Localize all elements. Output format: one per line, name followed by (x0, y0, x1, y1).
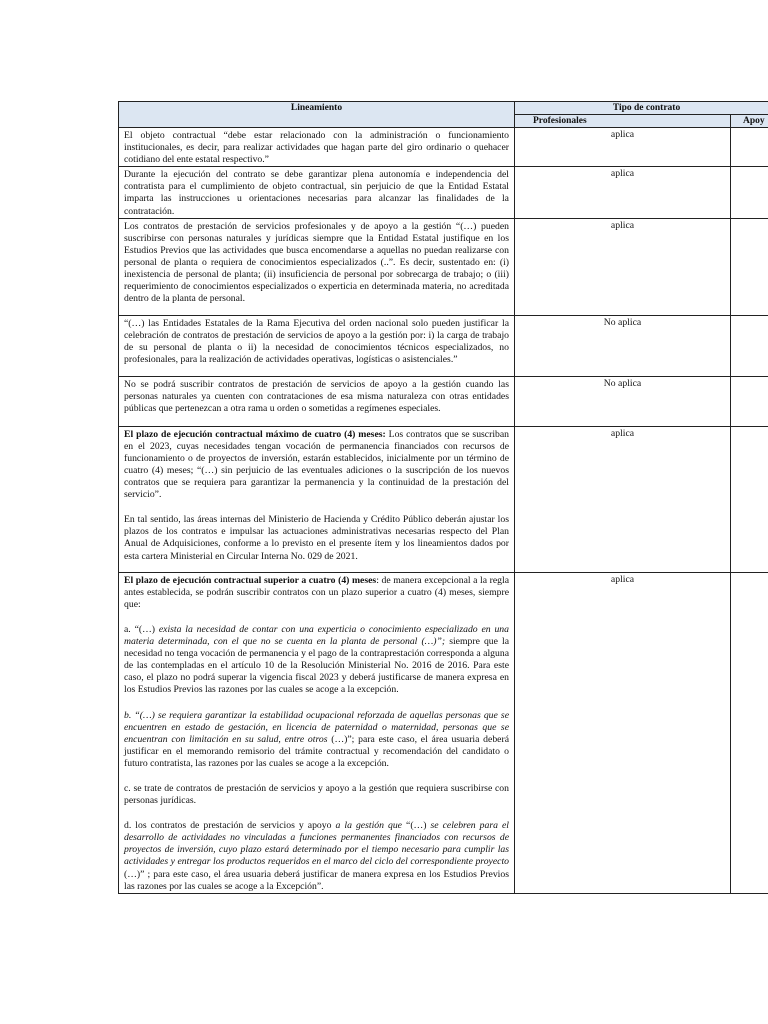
lineamiento-cell (119, 315, 515, 376)
lineamiento-cell (119, 572, 515, 893)
table-row (119, 376, 768, 426)
table-row (119, 315, 768, 376)
lineamiento-text: “(…) las Entidades Estatales de la Rama Ejecutiva del orden nacional solo pueden justificar la celebración de contratos de prestación de servicios de apoyo a la gestión por: i) la carga de trabajo de su personal de planta o ii) la necesidad de conocimientos técnicos especializados, no profesionales, para la realización de actividades operativas, logísticas o asistenciales.” (124, 317, 509, 365)
lineamiento-text: El objeto contractual “debe estar relacionado con la administración o funcionamiento institucionales, es decir, para realizar actividades que hagan parte del giro ordinario o quehacer cotidiano del ente estatal respectivo.” (124, 130, 509, 166)
lineamiento-cell (119, 376, 515, 426)
profesionales-cell: aplica (515, 572, 731, 893)
item-b-italic: b. “(…) se requiera garantizar la estabilidad ocupacional reforzada de aquellas personas que se encuentren en estado de gestación, en licencia de paternidad o maternidad, personas que se encuentran con limitación en su salud, entre otros (124, 709, 509, 745)
profesionales-cell: aplica (515, 167, 731, 218)
item-b-text: (…)”; para este caso, el área usuaria deberá justificar en el memorando remisorio del trámite contractual y recomendación del candidato o futuro contratista, las razones por las cuales se acoge a la excepción. (124, 733, 509, 769)
profesionales-cell: No aplica (515, 315, 731, 376)
profesionales-cell: aplica (515, 128, 731, 167)
lineamientos-table (118, 101, 768, 894)
apoyo-cell (731, 218, 768, 315)
lineamientos-table-container (118, 101, 768, 894)
profesionales-cell: aplica (515, 426, 731, 572)
item-a-text: siempre que la necesidad no tenga vocación de permanencia y el pago de la contraprestación corresponda a alguna de las contempladas en el artículo 10 de la Resolución Ministerial No. 2016 de 2016. Para este caso, el plazo no podrá superar la vigencia fiscal 2023 y deberá justificarse de manera expresa en los Estudios Previos las razones por las cuales se acoge a la excepción. (124, 636, 509, 696)
apoyo-cell (731, 572, 768, 893)
apoyo-cell (731, 315, 768, 376)
profesionales-cell: aplica (515, 218, 731, 315)
apoyo-cell (731, 167, 768, 218)
lineamiento-text: Los contratos que se suscriban en el 2023, cuyas necesidades tengan vocación de permanencia financiados con recursos de funcionamiento o de proyectos de inversión, estarán establecidos, inicialmente por un término de cuatro (4) meses; “(…) sin perjuicio de las eventuales adiciones o la suscripción de los nuevos contratos que se requiera para garantizar la permanencia y la continuidad de la prestación del servicio”. (124, 428, 510, 501)
profesionales-cell: No aplica (515, 376, 731, 426)
header-apoyo: Apoy (731, 115, 768, 128)
lineamiento-cell (119, 218, 515, 315)
item-d-italic-1: a la gestión que (335, 820, 402, 832)
lineamiento-text: Los contratos de prestación de servicios profesionales y de apoyo a la gestión “(…) pueden suscribirse con personas naturales y jurídicas siempre que la Entidad Estatal justifique en los Estudios Previos que las actividades que busca encomendarse a aquellas no puedan realizarse con personal de planta o requiera de conocimientos especializados (..”. Es decir, sustentado en: (i) inexistencia de personal de planta; (ii) insuficiencia de personal por sobrecarga de trabajo; o (iii) requerimiento de conocimientos especializados o experticia en determinada materia, no acreditada dentro de la planta de personal. (124, 220, 509, 305)
item-d-italic-2: se celebren para el desarrollo de actividades no vinculadas a funciones permanentes financiados con recursos de proyectos de inversión, cuyo plazo estará determinado por el tiempo necesario para cumplir las actividades y entregar los productos requeridos en el marco del ciclo del correspondiente proyecto (124, 820, 509, 868)
item-c: c. se trate de contratos de prestación de servicios y apoyo a la gestión que requiera suscribirse con personas jurídicas. (124, 782, 509, 807)
table-row (119, 218, 768, 315)
table-row (119, 426, 768, 572)
header-tipo-contrato: Tipo de contrato (515, 102, 768, 115)
lineamiento-paragraph (124, 429, 509, 502)
item-d (124, 820, 509, 893)
lineamiento-bold-lead: El plazo de ejecución contractual máximo de cuatro (4) meses: (124, 428, 386, 440)
apoyo-cell (731, 128, 768, 167)
apoyo-cell (731, 376, 768, 426)
lineamiento-cell (119, 167, 515, 218)
table-row (119, 167, 768, 218)
item-b (124, 710, 509, 770)
lineamiento-paragraph-2: En tal sentido, las áreas internas del Ministerio de Hacienda y Crédito Público deberán ajustar los plazos de los contratos e impulsar las actuaciones administrativas necesarias respecto del Plan Anual de Adquisiciones, conforme a lo previsto en el presente ítem y los lineamientos dados por esta cartera Ministerial en Circular Interna No. 029 de 2021. (124, 514, 509, 562)
table-row (119, 572, 768, 893)
lineamiento-cell (119, 128, 515, 167)
table-row (119, 128, 768, 167)
header-profesionales: Profesionales (515, 115, 731, 128)
item-a-italic: exista la necesidad de contar con una experticia o conocimiento especializado en una materia determinada, con el que no se cuenta en la planta de personal (…)”; (124, 623, 509, 648)
lineamiento-text: : de manera excepcional a la regla antes establecida, se podrán suscribir contratos con un plazo superior a cuatro (4) meses, siempre que: (124, 574, 510, 610)
item-a (124, 624, 509, 697)
header-lineamiento: Lineamiento (119, 102, 515, 128)
item-a-prefix: a. “(…) (124, 623, 159, 635)
header-row (119, 102, 768, 115)
item-d-mid: “(…) (401, 820, 431, 832)
item-d-prefix: d. los contratos de prestación de servicios y apoyo (124, 820, 336, 832)
lineamiento-cell (119, 426, 515, 572)
apoyo-cell (731, 426, 768, 572)
lineamiento-bold-lead: El plazo de ejecución contractual superior a cuatro (4) meses (124, 574, 377, 586)
lineamiento-text: No se podrá suscribir contratos de prestación de servicios de apoyo a la gestión cuando las personas naturales ya cuenten con contrataciones de esa misma naturaleza con otras entidades públicas que pertenezcan a otra rama u orden o sometidas a regímenes especiales. (124, 378, 509, 414)
item-d-text: (…)” ; para este caso, el área usuaria deberá justificar de manera expresa en los Estudios Previos las razones por las cuales se acoge a la Excepción”. (124, 868, 509, 892)
lineamiento-paragraph (124, 575, 509, 611)
lineamiento-text: Durante la ejecución del contrato se debe garantizar plena autonomía e independencia del contratista para el cumplimiento de objeto contractual, sin perjuicio de que la Entidad Estatal imparta las instrucciones u orientaciones necesarias para alcanzar las finalidades de la contratación. (124, 169, 509, 217)
